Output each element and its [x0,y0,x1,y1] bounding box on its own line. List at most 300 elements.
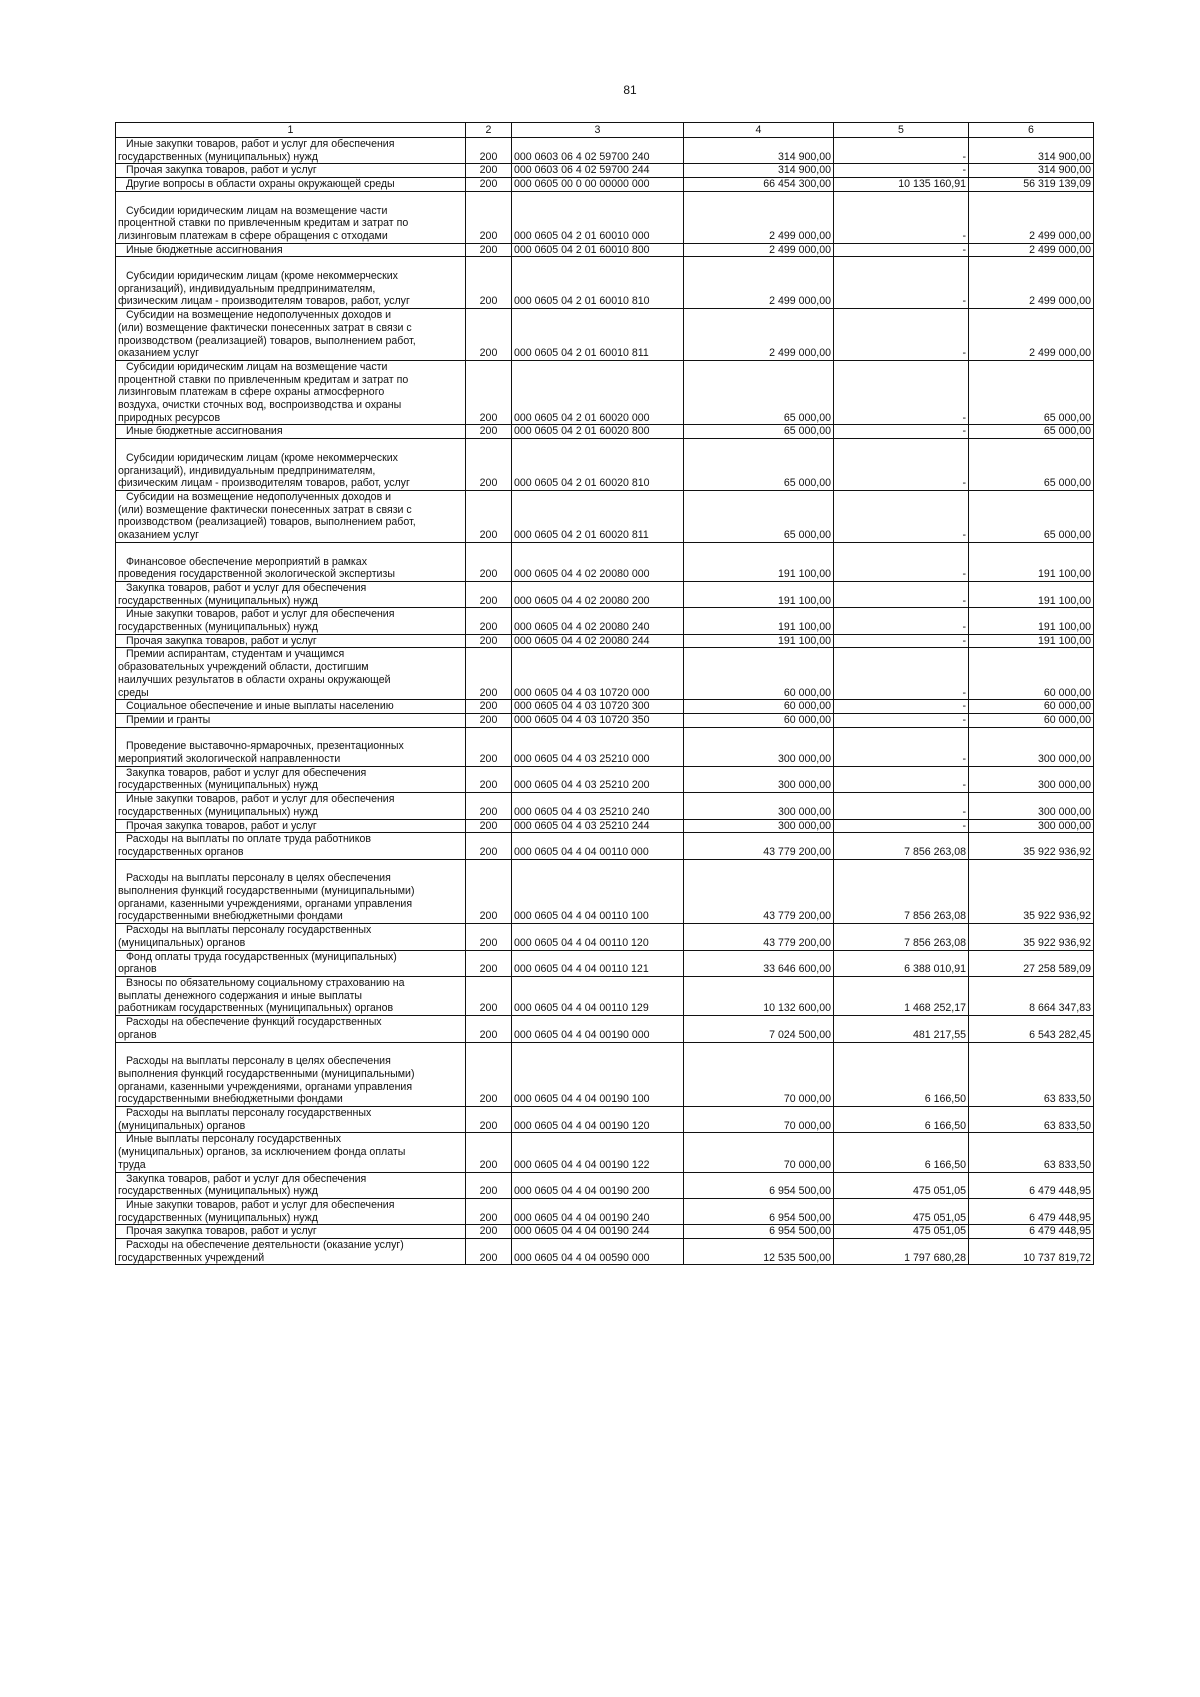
table-row [116,634,1094,648]
row-line-code: 200 [466,1239,512,1265]
row-executed-amount: - [834,766,969,792]
header-row [116,123,1094,138]
row-remaining-amount: 65 000,00 [969,439,1094,491]
table-row [116,1133,1094,1172]
row-line-code: 200 [466,1133,512,1172]
row-name-line: лизинговым платежам в сфере охраны атмосферного [118,386,385,399]
row-name-line: производством (реализацией) товаров, выполнением работ, [118,334,416,347]
row-name-line: государственных органов [118,845,244,858]
row-name-line: организаций), индивидуальным предпринимателям, [118,464,376,477]
row-approved-amount: 66 454 300,00 [684,178,834,192]
row-budget-code: 000 0605 04 4 02 20080 240 [512,608,684,634]
row-remaining-amount: 60 000,00 [969,713,1094,727]
row-line-code: 200 [466,859,512,924]
row-approved-amount: 6 954 500,00 [684,1198,834,1224]
row-name [116,191,466,243]
table-row [116,164,1094,178]
row-name-line: Расходы на выплаты по оплате труда работников [126,833,371,846]
row-line-code: 200 [466,713,512,727]
row-name-line [118,192,463,205]
row-name [116,439,466,491]
row-remaining-amount: 2 499 000,00 [969,257,1094,309]
row-budget-code: 000 0605 04 4 04 00190 244 [512,1225,684,1239]
row-budget-code: 000 0605 04 4 04 00110 100 [512,859,684,924]
row-name [116,648,466,700]
column-header-4: 4 [684,123,834,138]
row-budget-code: 000 0605 04 4 04 00190 000 [512,1016,684,1042]
table-row [116,1107,1094,1133]
table-row [116,977,1094,1016]
row-name-line [118,1043,463,1056]
row-approved-amount: 70 000,00 [684,1042,834,1107]
row-name-line: Субсидии на возмещение недополученных доходов и [126,309,392,322]
row-executed-amount: - [834,490,969,542]
row-name-line: Закупка товаров, работ и услуг для обеспечения [126,581,367,594]
row-budget-code: 000 0605 04 4 03 10720 350 [512,713,684,727]
row-name-line: государственных (муниципальных) нужд [118,1211,318,1224]
row-budget-code: 000 0605 04 4 04 00190 200 [512,1172,684,1198]
row-name-line: Субсидии юридическим лицам на возмещение части [126,204,388,217]
row-budget-code: 000 0605 04 4 04 00190 100 [512,1042,684,1107]
row-approved-amount: 2 499 000,00 [684,243,834,257]
row-name-line: лизинговым платежам в сфере обращения с отходами [118,229,388,242]
row-budget-code: 000 0605 00 0 00 00000 000 [512,178,684,192]
row-budget-code: 000 0605 04 4 04 00190 122 [512,1133,684,1172]
row-name-line: Прочая закупка товаров, работ и услуг [126,819,317,832]
row-remaining-amount: 6 479 448,95 [969,1198,1094,1224]
row-budget-code: 000 0605 04 4 04 00590 000 [512,1239,684,1265]
row-remaining-amount: 2 499 000,00 [969,243,1094,257]
row-name-line: выполнения функций государственными (муниципальными) [118,885,415,898]
row-approved-amount: 65 000,00 [684,490,834,542]
row-name-line: (муниципальных) органов, за исключением фонда оплаты [118,1146,406,1159]
row-name-line: Проведение выставочно-ярмарочных, презентационных [126,740,404,753]
row-remaining-amount: 300 000,00 [969,727,1094,766]
row-remaining-amount: 2 499 000,00 [969,309,1094,361]
row-name [116,1016,466,1042]
row-budget-code: 000 0605 04 2 01 60010 811 [512,309,684,361]
row-name [116,859,466,924]
row-line-code: 200 [466,309,512,361]
row-name [116,581,466,607]
table-row [116,243,1094,257]
row-name [116,924,466,950]
row-remaining-amount: 314 900,00 [969,164,1094,178]
row-executed-amount: - [834,425,969,439]
row-executed-amount: 481 217,55 [834,1016,969,1042]
row-name [116,490,466,542]
table-row [116,191,1094,243]
row-remaining-amount: 300 000,00 [969,819,1094,833]
row-remaining-amount: 60 000,00 [969,700,1094,714]
row-budget-code: 000 0605 04 2 01 60020 800 [512,425,684,439]
row-approved-amount: 314 900,00 [684,164,834,178]
row-approved-amount: 60 000,00 [684,700,834,714]
row-approved-amount: 2 499 000,00 [684,257,834,309]
row-executed-amount: 10 135 160,91 [834,178,969,192]
row-name [116,1198,466,1224]
row-name-line: наилучших результатов в области охраны окружающей [118,673,391,686]
table-row [116,439,1094,491]
row-name [116,1042,466,1107]
row-remaining-amount: 65 000,00 [969,360,1094,425]
row-approved-amount: 6 954 500,00 [684,1172,834,1198]
row-approved-amount: 2 499 000,00 [684,191,834,243]
row-name [116,1225,466,1239]
row-name-line: физическим лицам - производителям товаров, работ, услуг [118,477,410,490]
row-budget-code: 000 0605 04 2 01 60020 000 [512,360,684,425]
row-remaining-amount: 6 479 448,95 [969,1172,1094,1198]
row-name-line: выполнения функций государственными (муниципальными) [118,1067,415,1080]
row-remaining-amount: 300 000,00 [969,766,1094,792]
row-remaining-amount: 65 000,00 [969,490,1094,542]
row-executed-amount: 7 856 263,08 [834,924,969,950]
row-executed-amount: - [834,608,969,634]
row-name-line: государственных учреждений [118,1251,265,1264]
column-header-2: 2 [466,123,512,138]
page-number: 81 [623,83,637,97]
row-line-code: 200 [466,700,512,714]
row-name [116,425,466,439]
row-name-line: Расходы на выплаты персоналу государственных [126,924,372,937]
row-name-line: Субсидии юридическим лицам (кроме некоммерческих [126,270,398,283]
table-row [116,859,1094,924]
row-name-line: труда [118,1158,146,1171]
row-approved-amount: 191 100,00 [684,542,834,581]
row-budget-code: 000 0605 04 4 04 00190 240 [512,1198,684,1224]
row-remaining-amount: 10 737 819,72 [969,1239,1094,1265]
row-budget-code: 000 0605 04 4 03 10720 300 [512,700,684,714]
table-row [116,793,1094,819]
table-row [116,700,1094,714]
row-line-code: 200 [466,1042,512,1107]
row-name-line: Иные выплаты персоналу государственных [126,1133,342,1146]
row-name [116,1133,466,1172]
row-executed-amount: 6 166,50 [834,1107,969,1133]
row-executed-amount: - [834,542,969,581]
row-name-line: Расходы на выплаты персоналу государственных [126,1107,372,1120]
row-approved-amount: 191 100,00 [684,581,834,607]
row-budget-code: 000 0605 04 4 04 00190 120 [512,1107,684,1133]
row-name [116,309,466,361]
row-executed-amount: - [834,439,969,491]
row-name-line: Расходы на выплаты персоналу в целях обеспечения [126,1055,391,1068]
row-approved-amount: 12 535 500,00 [684,1239,834,1265]
row-remaining-amount: 191 100,00 [969,608,1094,634]
row-name [116,634,466,648]
row-remaining-amount: 35 922 936,92 [969,924,1094,950]
row-budget-code: 000 0605 04 2 01 60020 811 [512,490,684,542]
table-row [116,727,1094,766]
row-name [116,977,466,1016]
row-line-code: 200 [466,542,512,581]
row-line-code: 200 [466,793,512,819]
row-name-line: образовательных учреждений области, достигшим [118,661,369,674]
row-name-line: Иные закупки товаров, работ и услуг для обеспечения [126,608,395,621]
table-row [116,1225,1094,1239]
table-body [116,138,1094,1265]
row-name [116,138,466,164]
row-executed-amount: 6 166,50 [834,1042,969,1107]
row-budget-code: 000 0605 04 2 01 60010 800 [512,243,684,257]
row-executed-amount: - [834,634,969,648]
row-name [116,950,466,976]
row-remaining-amount: 27 258 589,09 [969,950,1094,976]
row-executed-amount: 6 388 010,91 [834,950,969,976]
row-name-line: мероприятий экологической направленности [118,753,341,766]
row-name [116,257,466,309]
row-line-code: 200 [466,581,512,607]
row-name-line: (муниципальных) органов [118,1119,246,1132]
row-approved-amount: 7 024 500,00 [684,1016,834,1042]
row-name-line: проведения государственной экологической экспертизы [118,568,395,581]
row-name [116,178,466,192]
row-approved-amount: 60 000,00 [684,648,834,700]
row-executed-amount: 475 051,05 [834,1172,969,1198]
table-row [116,924,1094,950]
row-approved-amount: 10 132 600,00 [684,977,834,1016]
row-budget-code: 000 0605 04 4 04 00110 000 [512,833,684,859]
table-row [116,1016,1094,1042]
table-row [116,1042,1094,1107]
row-name-line: (муниципальных) органов [118,936,246,949]
row-remaining-amount: 63 833,50 [969,1107,1094,1133]
row-name-line: Иные закупки товаров, работ и услуг для обеспечения [126,793,395,806]
column-header-1: 1 [116,123,466,138]
row-line-code: 200 [466,178,512,192]
row-executed-amount: - [834,648,969,700]
row-approved-amount: 191 100,00 [684,634,834,648]
row-line-code: 200 [466,138,512,164]
row-executed-amount: - [834,191,969,243]
budget-table [115,122,1094,1265]
row-executed-amount: 475 051,05 [834,1198,969,1224]
row-executed-amount: - [834,243,969,257]
row-line-code: 200 [466,1016,512,1042]
row-line-code: 200 [466,950,512,976]
row-line-code: 200 [466,490,512,542]
table-row [116,360,1094,425]
row-line-code: 200 [466,360,512,425]
row-line-code: 200 [466,727,512,766]
row-approved-amount: 33 646 600,00 [684,950,834,976]
row-name-line: государственными внебюджетными фондами [118,1093,343,1106]
row-remaining-amount: 2 499 000,00 [969,191,1094,243]
row-line-code: 200 [466,977,512,1016]
row-budget-code: 000 0605 04 4 03 10720 000 [512,648,684,700]
row-name [116,243,466,257]
row-name-line: выплаты денежного содержания и иные выплаты [118,989,363,1002]
row-budget-code: 000 0605 04 4 03 25210 000 [512,727,684,766]
table-row [116,257,1094,309]
row-line-code: 200 [466,191,512,243]
row-name [116,542,466,581]
row-name-line: Субсидии на возмещение недополученных доходов и [126,490,392,503]
row-executed-amount: - [834,164,969,178]
row-name [116,819,466,833]
row-name-line: Социальное обеспечение и иные выплаты населению [126,700,394,713]
row-name-line [118,860,463,873]
row-name [116,793,466,819]
row-line-code: 200 [466,1172,512,1198]
row-name [116,1239,466,1265]
row-name-line: Фонд оплаты труда государственных (муниципальных) [126,950,397,963]
row-budget-code: 000 0603 06 4 02 59700 240 [512,138,684,164]
row-executed-amount: - [834,309,969,361]
row-approved-amount: 70 000,00 [684,1107,834,1133]
column-header-3: 3 [512,123,684,138]
table-row [116,950,1094,976]
row-name-line: органов [118,963,157,976]
table-row [116,608,1094,634]
column-header-6: 6 [969,123,1094,138]
row-name-line: Премии аспирантам, студентам и учащимся [126,648,345,661]
row-line-code: 200 [466,1225,512,1239]
table-row [116,425,1094,439]
row-line-code: 200 [466,425,512,439]
row-executed-amount: - [834,257,969,309]
row-budget-code: 000 0605 04 4 03 25210 240 [512,793,684,819]
row-name-line: Расходы на обеспечение функций государственных [126,1016,382,1029]
row-remaining-amount: 63 833,50 [969,1042,1094,1107]
row-executed-amount: - [834,700,969,714]
row-executed-amount: - [834,793,969,819]
row-budget-code: 000 0603 06 4 02 59700 244 [512,164,684,178]
column-header-5: 5 [834,123,969,138]
row-name-line: среды [118,686,149,699]
row-name-line: государственных (муниципальных) нужд [118,779,318,792]
row-remaining-amount: 63 833,50 [969,1133,1094,1172]
row-name-line: Взносы по обязательному социальному страхованию на [126,977,405,989]
row-remaining-amount: 314 900,00 [969,138,1094,164]
row-name-line: оказанием услуг [118,347,199,360]
row-line-code: 200 [466,648,512,700]
row-executed-amount: 475 051,05 [834,1225,969,1239]
row-executed-amount: 1 468 252,17 [834,977,969,1016]
row-name-line: процентной ставки по привлеченным кредитам и затрат по [118,373,409,386]
row-name-line: органов [118,1028,157,1041]
row-name-line: природных ресурсов [118,411,221,424]
row-budget-code: 000 0605 04 4 02 20080 200 [512,581,684,607]
table-row [116,648,1094,700]
row-remaining-amount: 60 000,00 [969,648,1094,700]
row-name-line: Прочая закупка товаров, работ и услуг [126,164,317,177]
row-executed-amount: 7 856 263,08 [834,833,969,859]
row-executed-amount: - [834,138,969,164]
row-name-line [118,728,463,741]
row-line-code: 200 [466,243,512,257]
row-name-line: государственных (муниципальных) нужд [118,594,318,607]
row-line-code: 200 [466,257,512,309]
row-approved-amount: 314 900,00 [684,138,834,164]
row-name [116,766,466,792]
row-remaining-amount: 35 922 936,92 [969,859,1094,924]
row-remaining-amount: 6 479 448,95 [969,1225,1094,1239]
row-name [116,700,466,714]
row-remaining-amount: 300 000,00 [969,793,1094,819]
row-name-line: Другие вопросы в области охраны окружающей среды [126,178,395,191]
row-executed-amount: - [834,581,969,607]
row-name-line: (или) возмещение фактически понесенных затрат в связи с [118,321,412,334]
row-budget-code: 000 0605 04 4 04 00110 120 [512,924,684,950]
row-approved-amount: 43 779 200,00 [684,833,834,859]
row-remaining-amount: 191 100,00 [969,542,1094,581]
row-remaining-amount: 65 000,00 [969,425,1094,439]
row-budget-code: 000 0605 04 4 02 20080 244 [512,634,684,648]
row-name-line: Закупка товаров, работ и услуг для обеспечения [126,766,367,779]
row-remaining-amount: 35 922 936,92 [969,833,1094,859]
table-row [116,490,1094,542]
row-remaining-amount: 191 100,00 [969,581,1094,607]
row-name-line: (или) возмещение фактически понесенных затрат в связи с [118,503,412,516]
row-name-line: Иные закупки товаров, работ и услуг для обеспечения [126,1198,395,1211]
row-name [116,608,466,634]
table-row [116,1172,1094,1198]
row-name-line: Иные бюджетные ассигнования [126,425,283,438]
table-row [116,1239,1094,1265]
row-line-code: 200 [466,608,512,634]
row-budget-code: 000 0605 04 2 01 60020 810 [512,439,684,491]
table-row [116,542,1094,581]
row-name-line [118,543,463,556]
row-approved-amount: 65 000,00 [684,425,834,439]
row-name-line: Субсидии юридическим лицам на возмещение части [126,360,388,373]
row-approved-amount: 300 000,00 [684,766,834,792]
row-executed-amount: - [834,727,969,766]
row-name [116,727,466,766]
row-line-code: 200 [466,819,512,833]
row-name-line: процентной ставки по привлеченным кредитам и затрат по [118,217,409,230]
row-executed-amount: - [834,360,969,425]
row-budget-code: 000 0605 04 4 03 25210 244 [512,819,684,833]
table-row [116,178,1094,192]
row-name-line: государственных (муниципальных) нужд [118,805,318,818]
row-name-line [118,257,463,270]
row-name [116,833,466,859]
table-row [116,766,1094,792]
row-name-line: государственных (муниципальных) нужд [118,150,318,163]
row-name-line: Прочая закупка товаров, работ и услуг [126,634,317,647]
row-executed-amount: 1 797 680,28 [834,1239,969,1265]
row-approved-amount: 43 779 200,00 [684,859,834,924]
row-name-line: физическим лицам - производителям товаров, работ, услуг [118,295,410,308]
row-approved-amount: 300 000,00 [684,793,834,819]
row-name-line: Субсидии юридическим лицам (кроме некоммерческих [126,451,398,464]
row-approved-amount: 191 100,00 [684,608,834,634]
row-name-line: государственными внебюджетными фондами [118,910,343,923]
row-line-code: 200 [466,1198,512,1224]
row-name-line: производством (реализацией) товаров, выполнением работ, [118,516,416,529]
table-row [116,1198,1094,1224]
row-budget-code: 000 0605 04 4 04 00110 129 [512,977,684,1016]
row-name-line: государственных (муниципальных) нужд [118,1185,318,1198]
row-name-line: организаций), индивидуальным предпринимателям, [118,282,376,295]
row-line-code: 200 [466,833,512,859]
row-name-line: Финансовое обеспечение мероприятий в рамках [126,555,367,568]
table-row [116,713,1094,727]
row-budget-code: 000 0605 04 4 03 25210 200 [512,766,684,792]
row-approved-amount: 65 000,00 [684,439,834,491]
row-remaining-amount: 191 100,00 [969,634,1094,648]
row-approved-amount: 300 000,00 [684,727,834,766]
table-row [116,833,1094,859]
row-remaining-amount: 6 543 282,45 [969,1016,1094,1042]
row-executed-amount: 7 856 263,08 [834,859,969,924]
row-line-code: 200 [466,924,512,950]
row-name-line: органами, казенными учреждениями, органами управления [118,897,413,910]
row-line-code: 200 [466,766,512,792]
row-approved-amount: 65 000,00 [684,360,834,425]
